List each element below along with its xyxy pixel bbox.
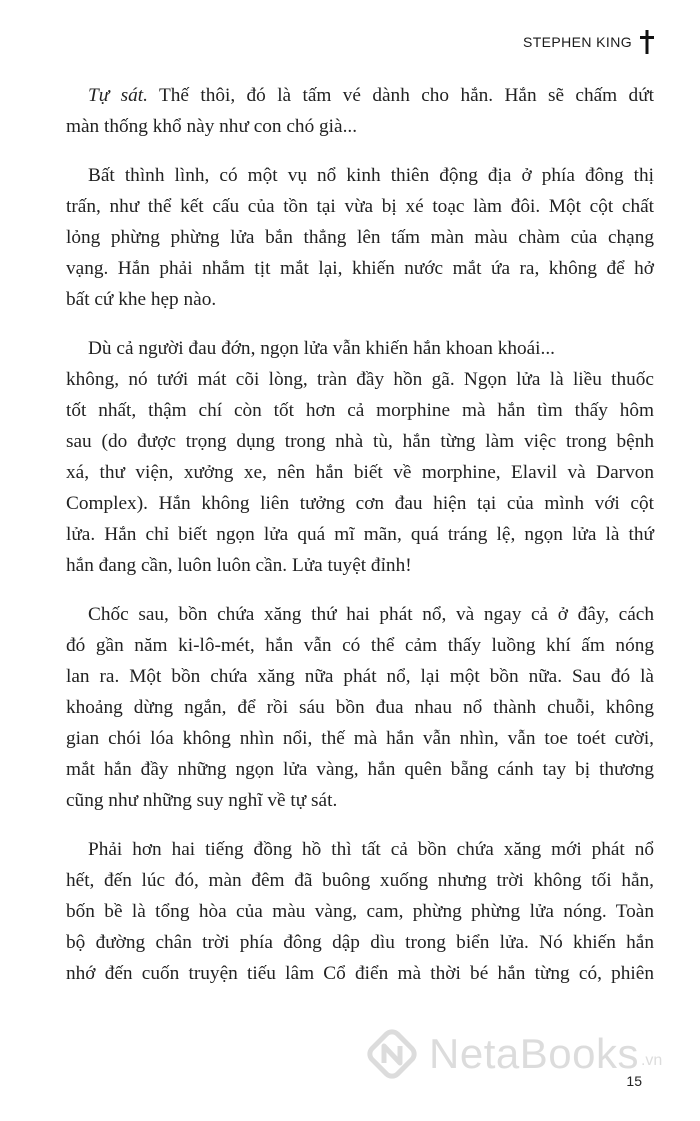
text-line: tốt nhất, thậm chí còn tốt hơn cả morphine mà hắn tìm thấy hôm [66, 400, 654, 421]
text-line [88, 80, 654, 111]
text-line: xá, thư viện, xưởng xe, nên hắn biết về morphine, Elavil và Darvon [66, 462, 654, 483]
text-line: mắt hắn đầy những ngọn lửa vàng, hắn quên bẵng cánh tay bị thương [66, 759, 654, 780]
text-line: Dù cả người đau đớn, ngọn lửa vẫn khiến hắn khoan khoái... [88, 338, 555, 359]
text-line: bất cứ khe hẹp nào. [66, 289, 217, 310]
text-line: lửa. Hắn chỉ biết ngọn lửa quá mĩ mãn, quá tráng lệ, ngọn lửa là thứ [66, 524, 654, 545]
paragraph [66, 599, 654, 816]
text-line: hắn đang cần, luôn luôn cần. Lửa tuyệt đỉnh! [66, 555, 412, 576]
text-line: nhớ đến cuốn truyện tiếu lâm Cổ điển mà thời bé hắn từng có, phiên [66, 963, 654, 984]
text-line: màn thống khổ này như con chó già... [66, 116, 358, 137]
text-line: không, nó tưới mát cõi lòng, tràn đầy hồn gã. Ngọn lửa là liều thuốc [66, 369, 654, 390]
cross-icon [640, 30, 654, 54]
paragraph [66, 160, 654, 315]
text-line: đó gần năm ki-lô-mét, hắn vẫn có thể cảm thấy luồng khí ấm nóng [66, 635, 654, 656]
netabooks-logo-icon [365, 1027, 419, 1081]
paragraph [66, 333, 654, 581]
text-line: lan ra. Một bồn chứa xăng nữa phát nổ, lại một bồn nữa. Sau đó là [66, 666, 654, 687]
text-line: bộ đường chân trời phía đông dập dìu trong biển lửa. Nó khiến hắn [66, 932, 654, 953]
author-name: STEPHEN KING [522, 34, 632, 50]
body-text [66, 80, 655, 1007]
text-line: Chốc sau, bồn chứa xăng thứ hai phát nổ, và ngay cả ở đây, cách [88, 604, 654, 625]
text-line: Complex). Hắn không liên tưởng cơn đau hiện tại của mình với cột [66, 493, 654, 514]
text-line: Bất thình lình, có một vụ nổ kinh thiên động địa ở phía đông thị [88, 165, 654, 186]
italic-phrase: Tự sát. [88, 85, 148, 106]
paragraph [66, 80, 655, 142]
text-line: trấn, như thể kết cấu của tồn tại vừa bị xé toạc làm đôi. Một cột chất [66, 196, 654, 217]
watermark-brand: NetaBooks [429, 1030, 639, 1077]
running-header [523, 30, 654, 54]
text-segment: Thế thôi, đó là tấm vé dành cho hắn. Hắn sẽ chấm dứt [147, 85, 655, 106]
watermark-suffix: .vn [640, 1052, 663, 1069]
text-line: khoảng dừng ngắn, để rồi sáu bồn đua nhau nổ thành chuỗi, không [66, 697, 654, 718]
text-line: sau (do được trọng dụng trong nhà tù, hắn từng làm việc trong bệnh [66, 431, 654, 452]
text-line: lỏng phừng phừng lửa bắn thẳng lên tấm màn màu chàm của chạng [66, 227, 654, 248]
watermark [365, 1027, 662, 1081]
paragraph [66, 834, 654, 989]
text-line: hết, đến lúc đó, màn đêm đã buông xuống nhưng trời không tối hẳn, [66, 870, 654, 891]
text-line: cũng như những suy nghĩ về tự sát. [66, 790, 338, 811]
page-number: 15 [626, 1073, 642, 1089]
text-line: Phải hơn hai tiếng đồng hồ thì tất cả bồn chứa xăng mới phát nổ [88, 839, 654, 860]
text-line: bốn bề là tổng hòa của màu vàng, cam, phừng phừng lửa nóng. Toàn [66, 901, 654, 922]
text-line: vạng. Hắn phải nhắm tịt mắt lại, khiến nước mắt ứa ra, không để hở [66, 258, 654, 279]
text-line: gian chói lóa không nhìn nổi, thế mà hắn vẫn nhìn, vẫn toe toét cười, [66, 728, 654, 749]
